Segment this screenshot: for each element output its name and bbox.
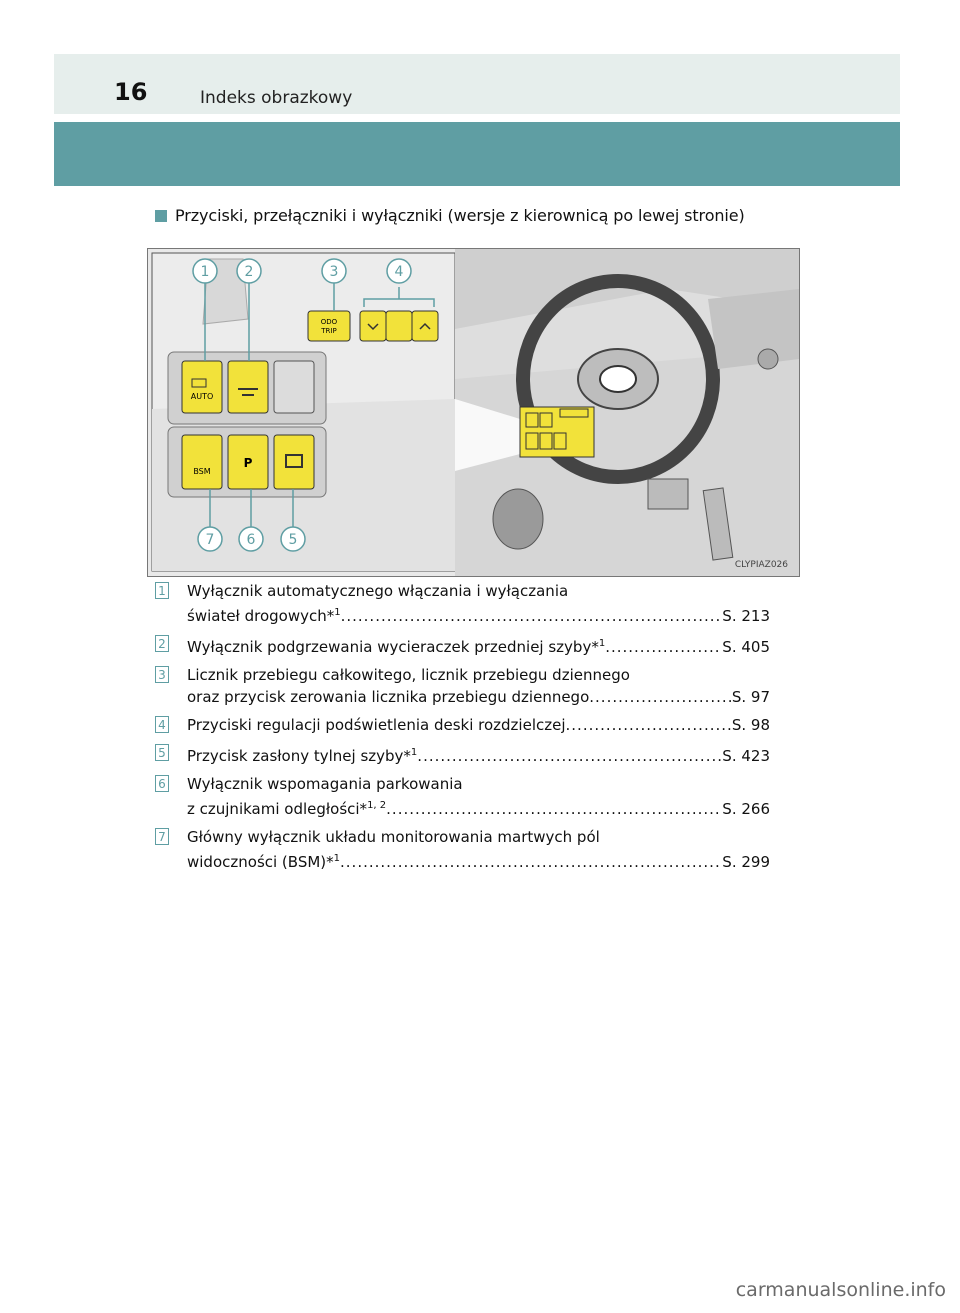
page-reference-link[interactable]: S. 299	[722, 853, 770, 871]
dimmer-up-button	[412, 311, 438, 341]
item-ref-line	[187, 686, 770, 708]
callout-2: 2	[244, 264, 254, 280]
callout-3: 3	[329, 264, 339, 280]
callout-4: 4	[394, 264, 404, 280]
item-number-icon	[155, 828, 169, 845]
leader-dots	[386, 798, 722, 820]
subheading-text: Przyciski, przełączniki i wyłączniki (wersje z kierownicą po lewej stronie)	[175, 206, 745, 225]
item-ref-line	[187, 714, 770, 736]
legend-item	[155, 773, 770, 820]
item-ref-line	[187, 848, 770, 873]
legend-item	[155, 714, 770, 736]
svg-text:2: 2	[158, 637, 166, 651]
svg-text:5: 5	[158, 746, 166, 760]
watermark: carmanualsonline.info	[735, 1279, 946, 1301]
bsm-switch	[182, 435, 222, 489]
dimmer-down-button	[360, 311, 386, 341]
page-reference-link[interactable]: S. 98	[731, 716, 770, 734]
callout-6: 6	[246, 532, 256, 548]
page-reference-link[interactable]: S. 405	[722, 638, 770, 656]
item-ref-line	[187, 633, 770, 658]
svg-text:3: 3	[158, 668, 166, 682]
item-label: Wyłącznik podgrzewania wycieraczek przedniej szyby*$^1$	[187, 638, 606, 656]
bsm-label: BSM	[193, 467, 211, 476]
item-ref-line	[187, 795, 770, 820]
svg-text:7: 7	[158, 830, 166, 844]
item-number-icon	[155, 716, 169, 733]
item-line	[187, 773, 770, 795]
item-label: Przyciski regulacji podświetlenia deski rozdzielczej	[187, 716, 566, 734]
item-label: z czujnikami odległości*$^{1, 2}$	[187, 800, 387, 818]
legend-item	[155, 633, 770, 658]
item-label: oraz przycisk zerowania licznika przebiegu dziennego	[187, 688, 590, 706]
legend-list	[155, 580, 770, 879]
item-line-text: Główny wyłącznik układu monitorowania martwych pól	[187, 828, 600, 846]
footnote-marker: 1	[598, 638, 606, 649]
page-reference-link[interactable]: S. 423	[722, 747, 770, 765]
section-title: Indeks obrazkowy	[200, 88, 353, 108]
legend-item	[155, 664, 770, 708]
svg-text:4: 4	[158, 718, 166, 732]
item-number-icon	[155, 666, 169, 683]
footnote-marker: 1	[410, 747, 418, 758]
rear-sunshade-switch	[274, 435, 314, 489]
item-number-icon	[155, 744, 169, 761]
item-line-text: Licznik przebiegu całkowitego, licznik przebiegu dziennego	[187, 666, 630, 684]
callout-5: 5	[288, 532, 298, 548]
item-line	[187, 826, 770, 848]
page-reference-link[interactable]: S. 266	[722, 800, 770, 818]
leader-dots	[341, 605, 723, 627]
item-label: Przycisk zasłony tylnej szyby*$^1$	[187, 747, 418, 765]
figure-code: CLYPIAZ026	[734, 560, 788, 570]
item-text	[187, 826, 770, 873]
item-number-icon	[155, 635, 169, 652]
auto-label: AUTO	[190, 392, 214, 401]
item-text	[187, 714, 770, 736]
item-ref-line	[187, 742, 770, 767]
legend-item	[155, 742, 770, 767]
item-label: widoczności (BSM)*$^1$	[187, 853, 341, 871]
item-number-icon	[155, 775, 169, 792]
item-number-icon	[155, 582, 169, 599]
illustration-svg	[148, 249, 799, 576]
dashboard-illustration	[147, 248, 800, 577]
odo-trip-button	[308, 311, 350, 341]
header-band	[54, 54, 900, 114]
svg-text:P: P	[243, 456, 253, 470]
item-line	[187, 580, 770, 602]
footnote-marker: 1	[334, 607, 341, 618]
bullet-square-icon	[155, 210, 167, 222]
footnote-marker: 1	[333, 853, 341, 864]
item-label: świateł drogowych*$^1$	[187, 607, 341, 625]
page-number: 16	[114, 78, 148, 106]
subheading	[155, 206, 745, 226]
wiper-deicer-switch	[228, 361, 268, 413]
dimmer-icon-button	[386, 311, 412, 341]
item-text	[187, 773, 770, 820]
leader-dots	[605, 636, 722, 658]
item-line	[187, 664, 770, 686]
footnote-marker: 1, 2	[367, 800, 387, 811]
item-text	[187, 580, 770, 627]
leader-dots	[566, 714, 732, 736]
lexus-logo-icon	[600, 366, 636, 392]
legend-item	[155, 580, 770, 627]
svg-text:TRIP: TRIP	[321, 327, 337, 335]
item-text	[187, 664, 770, 708]
leader-dots	[589, 686, 732, 708]
callout-7: 7	[205, 532, 215, 548]
svg-text:6: 6	[158, 777, 166, 791]
leader-dots	[340, 851, 722, 873]
item-line-text: Wyłącznik wspomagania parkowania	[187, 775, 463, 793]
page-reference-link[interactable]: S. 97	[731, 688, 770, 706]
svg-text:1: 1	[158, 584, 166, 598]
item-text	[187, 633, 770, 658]
page-reference-link[interactable]: S. 213	[722, 607, 770, 625]
callout-1: 1	[200, 264, 210, 280]
svg-text:ODO: ODO	[320, 318, 338, 326]
legend-item	[155, 826, 770, 873]
item-text	[187, 742, 770, 767]
item-ref-line	[187, 602, 770, 627]
accent-band	[54, 122, 900, 186]
leader-dots	[417, 745, 722, 767]
item-line-text: Wyłącznik automatycznego włączania i wyłączania	[187, 582, 569, 600]
